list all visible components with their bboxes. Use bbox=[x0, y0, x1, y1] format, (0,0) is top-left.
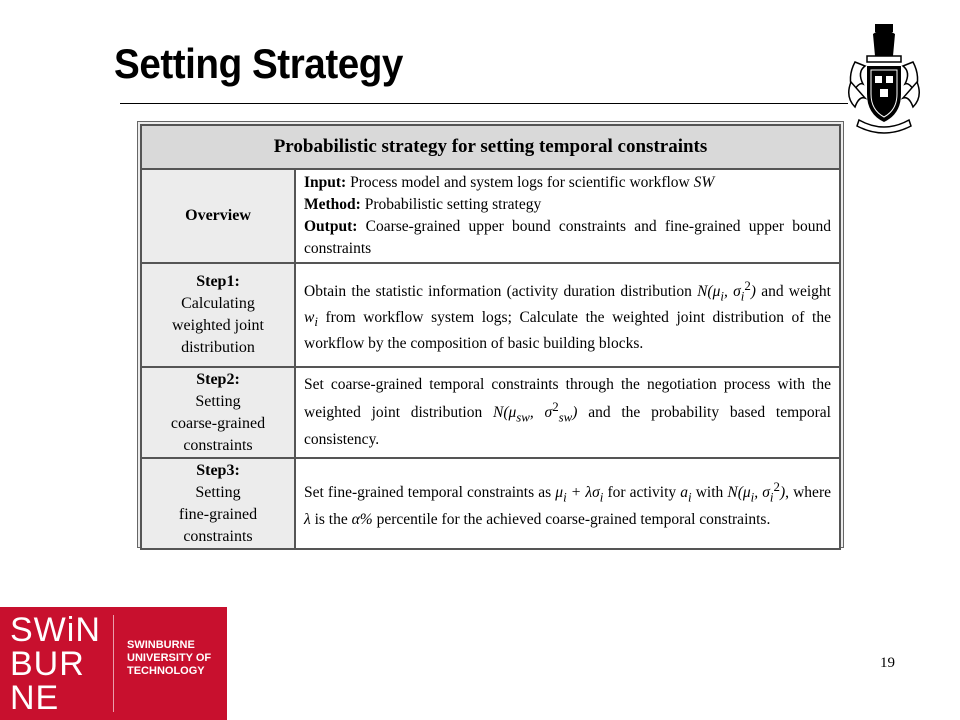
overview-content-cell bbox=[295, 169, 840, 263]
subscript: i bbox=[720, 288, 724, 304]
step3-text: with bbox=[691, 484, 728, 502]
step1-math: , σ bbox=[723, 282, 741, 300]
subscript: i bbox=[740, 288, 745, 304]
subscript: i bbox=[563, 489, 567, 505]
table-row bbox=[141, 458, 840, 549]
step3-text: is the bbox=[310, 510, 352, 528]
overview-label: Overview bbox=[185, 207, 251, 224]
step1-title: Step1: bbox=[196, 273, 240, 290]
logo-name-line: TECHNOLOGY bbox=[127, 665, 205, 677]
step2-math: ) bbox=[572, 404, 578, 422]
step2-line: Setting bbox=[195, 392, 241, 410]
step2-math: N(μ bbox=[493, 404, 517, 422]
step3-math: ) bbox=[779, 484, 786, 502]
strategy-table-figure bbox=[137, 121, 844, 548]
step3-label-cell bbox=[141, 458, 295, 549]
input-label: Input: bbox=[304, 174, 347, 191]
step1-text: and weight bbox=[755, 282, 831, 300]
step2-text: and the probability based temporal consistency. bbox=[304, 404, 831, 448]
step1-content-cell bbox=[295, 263, 840, 367]
step3-line: Setting bbox=[195, 483, 241, 501]
step3-math: N(μ bbox=[727, 484, 751, 502]
table-header-row bbox=[141, 125, 840, 169]
logo-divider bbox=[113, 615, 114, 712]
step2-label-cell bbox=[141, 367, 295, 458]
step3-line: constraints bbox=[183, 527, 253, 545]
subscript: i bbox=[599, 489, 604, 505]
step2-math: , σ bbox=[529, 404, 553, 422]
step1-math: N(μ bbox=[697, 282, 721, 300]
university-crest-icon bbox=[845, 22, 923, 134]
step2-text: Set coarse-grained temporal constraints through the negotiation process with the weighted joint distribution bbox=[304, 376, 831, 422]
superscript: 2 bbox=[773, 479, 780, 495]
step1-text: from workflow system logs; Calculate the weighted joint distribution of the workflow by the composition of basic building blocks. bbox=[304, 309, 831, 353]
method-label: Method: bbox=[304, 196, 361, 213]
logo-mark-line: NE bbox=[10, 679, 60, 717]
input-sw: SW bbox=[693, 174, 715, 191]
subscript: sw bbox=[516, 409, 530, 425]
overview-label-cell bbox=[141, 169, 295, 263]
table-row bbox=[141, 263, 840, 367]
step3-text: for activity bbox=[603, 484, 681, 502]
step2-line: constraints bbox=[183, 436, 253, 454]
step1-line: distribution bbox=[181, 339, 255, 356]
title-divider bbox=[120, 103, 848, 104]
step1-line: Calculating bbox=[181, 295, 255, 312]
logo-wordmark bbox=[114, 607, 227, 720]
logo-mark-line: SWiN bbox=[10, 611, 101, 649]
step3-math: a bbox=[680, 484, 688, 502]
step3-text: percentile for the achieved coarse-grained temporal constraints. bbox=[372, 510, 771, 528]
subscript: i bbox=[688, 489, 692, 505]
logo-name-line: UNIVERSITY OF bbox=[127, 652, 212, 664]
strategy-table bbox=[140, 124, 841, 550]
subscript: i bbox=[769, 489, 774, 505]
subscript: sw bbox=[558, 409, 573, 425]
logo-mark-line: BUR bbox=[10, 645, 85, 683]
step3-text: Set fine-grained temporal constraints as bbox=[304, 484, 556, 502]
swinburne-logo bbox=[0, 607, 227, 720]
step1-line: weighted joint bbox=[172, 317, 264, 334]
page-number: 19 bbox=[880, 655, 895, 671]
superscript: 2 bbox=[552, 399, 559, 415]
logo-name-line: SWINBURNE bbox=[127, 639, 195, 651]
step3-text: , where bbox=[785, 484, 831, 502]
method-text: Probabilistic setting strategy bbox=[360, 196, 542, 213]
subscript: i bbox=[750, 489, 755, 505]
step3-content-cell bbox=[295, 458, 840, 549]
input-text: Process model and system logs for scientific workflow bbox=[346, 174, 694, 191]
step1-text: Obtain the statistic information (activity duration distribution bbox=[304, 282, 698, 300]
output-label: Output: bbox=[304, 218, 358, 235]
step3-line: fine-grained bbox=[178, 505, 258, 523]
step1-math: w bbox=[304, 309, 315, 327]
step3-math: α% bbox=[351, 510, 373, 528]
step2-content-cell bbox=[295, 367, 840, 458]
step3-math: , σ bbox=[754, 484, 770, 502]
step2-line: coarse-grained bbox=[170, 414, 266, 432]
output-text: Coarse-grained upper bound constraints and fine-grained upper bound constraints bbox=[304, 218, 831, 257]
table-header: Probabilistic strategy for setting temporal constraints bbox=[141, 125, 840, 169]
subscript: i bbox=[314, 314, 318, 330]
step2-title: Step2: bbox=[196, 370, 240, 388]
logo-mark bbox=[0, 607, 114, 720]
step1-math: ) bbox=[750, 282, 756, 300]
step3-title: Step3: bbox=[196, 461, 240, 479]
slide-title: Setting Strategy bbox=[114, 40, 403, 87]
step3-math: μ bbox=[555, 484, 564, 502]
step3-math: λ bbox=[304, 510, 311, 528]
table-row bbox=[141, 169, 840, 263]
superscript: 2 bbox=[744, 277, 751, 293]
step1-label-cell bbox=[141, 263, 295, 367]
step3-math: + λσ bbox=[566, 484, 600, 502]
table-row bbox=[141, 367, 840, 458]
